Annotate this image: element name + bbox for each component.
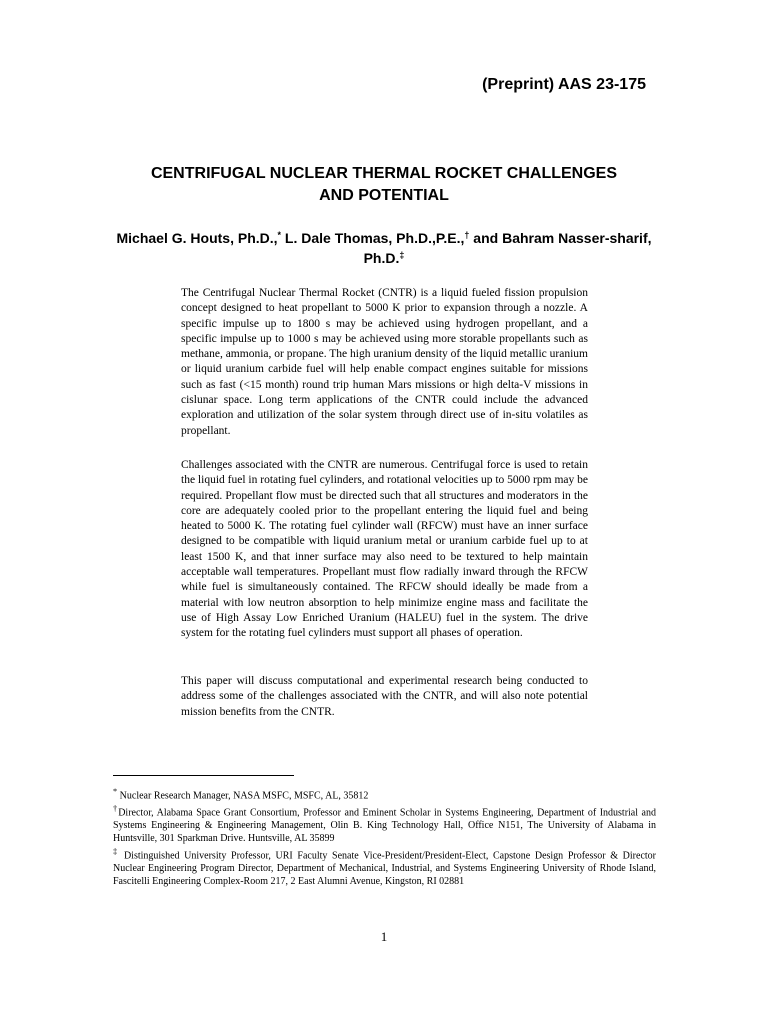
author-2-footnote-mark: † <box>464 230 470 240</box>
paper-title <box>0 163 768 207</box>
abstract-paragraph: The Centrifugal Nuclear Thermal Rocket (CNTR) is a liquid fueled fission propulsion concept designed to heat propellant to 5000 K prior to expansion through a nozzle. A specific impulse up to 1800 s may be achieved using hydrogen propellant, and a specific impulse up to 1000 s may be achieved using more storable propellants such as methane, ammonia, or propane. The high uranium density of the liquid metallic uranium or liquid uranium carbide fuel will help enable compact engines suitable for missions such as fast (<15 month) round trip human Mars missions or high delta-V missions in cislunar space. Long term applications of the CNTR could include the advanced exploration and utilization of the solar system through direct use of in-situ volatiles as propellant. <box>181 287 588 437</box>
author-3: and Bahram Nasser-sharif, Ph.D. <box>363 230 652 266</box>
abstract-paragraph: This paper will discuss computational and experimental research being conducted to address some of the challenges associated with the CNTR, and will also note potential mission benefits from the CNTR. <box>181 675 588 718</box>
footnote-mark: * <box>113 787 118 796</box>
footnote-mark: † <box>113 804 119 814</box>
author-1: Michael G. Houts, Ph.D., <box>116 230 278 246</box>
author-list <box>108 228 660 268</box>
abstract-paragraph: Challenges associated with the CNTR are numerous. Centrifugal force is used to retain the liquid fuel in rotating fuel cylinders, and rotational velocities up to 5000 rpm may be required. Propellant flow must be directed such that all structures and moderators in the core are adequately cooled prior to the propellant entering the liquid fuel and being heated to 5000 K. The rotating fuel cylinder wall (RFCW) must have an inner surface designed to be compatible with liquid uranium metal or uranium carbide fuel up to at least 1500 K, and that inner surface may also need to be textured to help maintain acceptable wall temperatures. Propellant must flow radially inward through the RFCW while fuel is simultaneously contained. The RFCW should ideally be made from a material with low neutron absorption to help minimize engine mass and facilitate the use of High Assay Low Enriched Uranium (HALEU) fuel in the system. The drive system for the rotating fuel cylinders must support all phases of operation. <box>181 459 588 640</box>
preprint-label: (Preprint) AAS 23-175 <box>482 76 646 93</box>
footnote-text: Director, Alabama Space Grant Consortium, Professor and Eminent Scholar in Systems Engineering, Department of Industrial and Systems Engineering & Engineering Management, Olin B. King Technology Hall, Office N151, The University of Alabama in Huntsville, 301 Sparkman Drive. Huntsville, AL 35899 <box>113 807 656 845</box>
footnote-text: Nuclear Research Manager, NASA MSFC, MSFC, AL, 35812 <box>117 790 369 802</box>
title-line-2: AND POTENTIAL <box>319 187 449 204</box>
footnote-text: Distinguished University Professor, URI Faculty Senate Vice-President/President-Elect, Capstone Design Professor & Director Nuclear Engineering Program Director, Department of Mechanical, Industrial, and Systems Engineering University of Rhode Island, Fascitelli Engineering Complex-Room 217, 2 East Alumni Avenue, Kingston, RI 02881 <box>113 850 656 887</box>
footnote <box>113 846 656 889</box>
footnote-mark: ‡ <box>113 846 120 856</box>
author-3-footnote-mark: ‡ <box>399 250 405 260</box>
page-number: 1 <box>380 929 388 944</box>
footnote <box>113 803 656 846</box>
title-line-1: CENTRIFUGAL NUCLEAR THERMAL ROCKET CHALLENGES <box>150 165 618 182</box>
footnote-divider <box>113 775 294 776</box>
author-1-footnote-mark: * <box>277 230 282 240</box>
footnotes <box>113 786 656 889</box>
author-2: L. Dale Thomas, Ph.D.,P.E., <box>281 230 465 246</box>
footnote <box>113 786 656 803</box>
